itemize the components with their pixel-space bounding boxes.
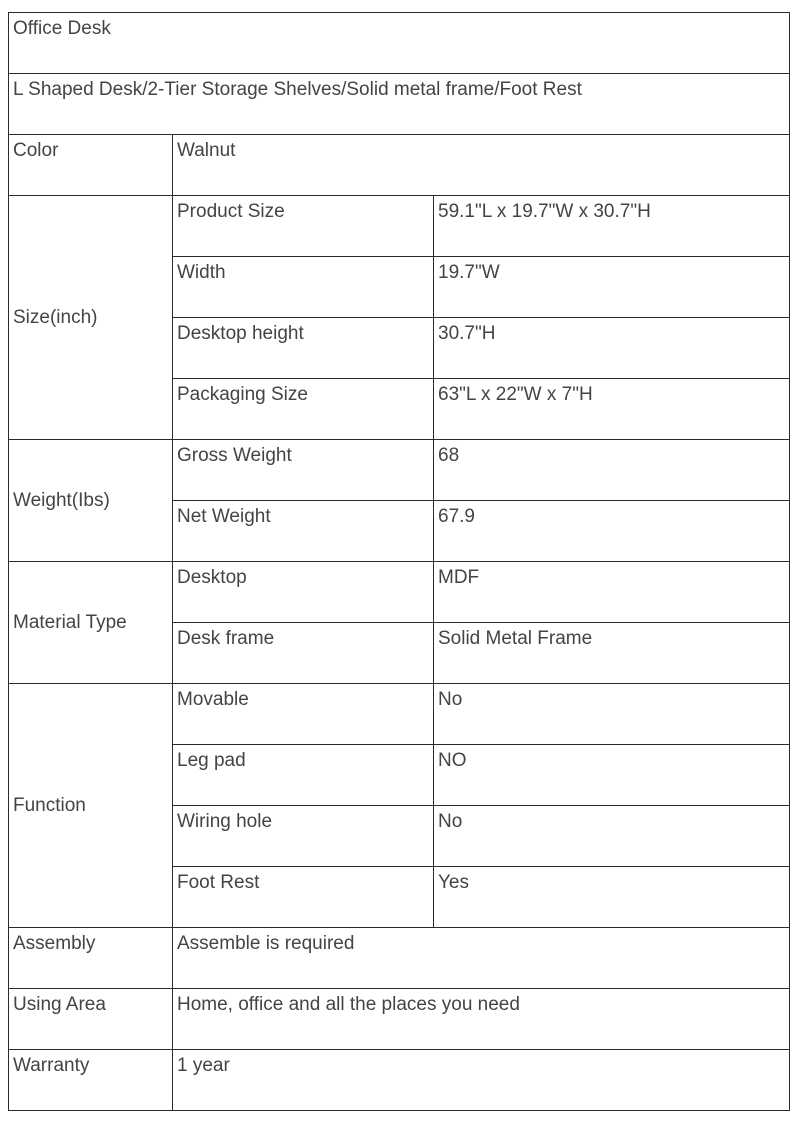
- size-label: Size(inch): [9, 196, 173, 440]
- size-row: [9, 196, 790, 257]
- using-area-row: [9, 989, 790, 1050]
- material-value: MDF: [434, 562, 790, 623]
- material-label: Material Type: [9, 562, 173, 684]
- assembly-value: Assemble is required: [173, 928, 790, 989]
- product-subtitle: L Shaped Desk/2-Tier Storage Shelves/Solid metal frame/Foot Rest: [9, 74, 790, 135]
- using-area-label: Using Area: [9, 989, 173, 1050]
- function-key: Foot Rest: [173, 867, 434, 928]
- weight-row: [9, 440, 790, 501]
- warranty-label: Warranty: [9, 1050, 173, 1111]
- size-value: 63"L x 22"W x 7"H: [434, 379, 790, 440]
- function-value: NO: [434, 745, 790, 806]
- warranty-row: [9, 1050, 790, 1111]
- material-row: [9, 562, 790, 623]
- size-key: Width: [173, 257, 434, 318]
- color-row: [9, 135, 790, 196]
- size-value: 19.7"W: [434, 257, 790, 318]
- using-area-value: Home, office and all the places you need: [173, 989, 790, 1050]
- function-value: Yes: [434, 867, 790, 928]
- color-value: Walnut: [173, 135, 790, 196]
- weight-value: 67.9: [434, 501, 790, 562]
- material-value: Solid Metal Frame: [434, 623, 790, 684]
- material-key: Desk frame: [173, 623, 434, 684]
- function-label: Function: [9, 684, 173, 928]
- size-value: 59.1"L x 19.7"W x 30.7"H: [434, 196, 790, 257]
- function-key: Movable: [173, 684, 434, 745]
- function-key: Wiring hole: [173, 806, 434, 867]
- function-row: [9, 684, 790, 745]
- material-key: Desktop: [173, 562, 434, 623]
- size-key: Packaging Size: [173, 379, 434, 440]
- assembly-label: Assembly: [9, 928, 173, 989]
- color-label: Color: [9, 135, 173, 196]
- size-key: Desktop height: [173, 318, 434, 379]
- warranty-value: 1 year: [173, 1050, 790, 1111]
- function-key: Leg pad: [173, 745, 434, 806]
- product-title: Office Desk: [9, 13, 790, 74]
- subtitle-row: [9, 74, 790, 135]
- size-value: 30.7"H: [434, 318, 790, 379]
- weight-value: 68: [434, 440, 790, 501]
- weight-key: Gross Weight: [173, 440, 434, 501]
- function-value: No: [434, 684, 790, 745]
- function-value: No: [434, 806, 790, 867]
- weight-key: Net Weight: [173, 501, 434, 562]
- weight-label: Weight(Ibs): [9, 440, 173, 562]
- title-row: [9, 13, 790, 74]
- size-key: Product Size: [173, 196, 434, 257]
- spec-table: [8, 12, 790, 1111]
- assembly-row: [9, 928, 790, 989]
